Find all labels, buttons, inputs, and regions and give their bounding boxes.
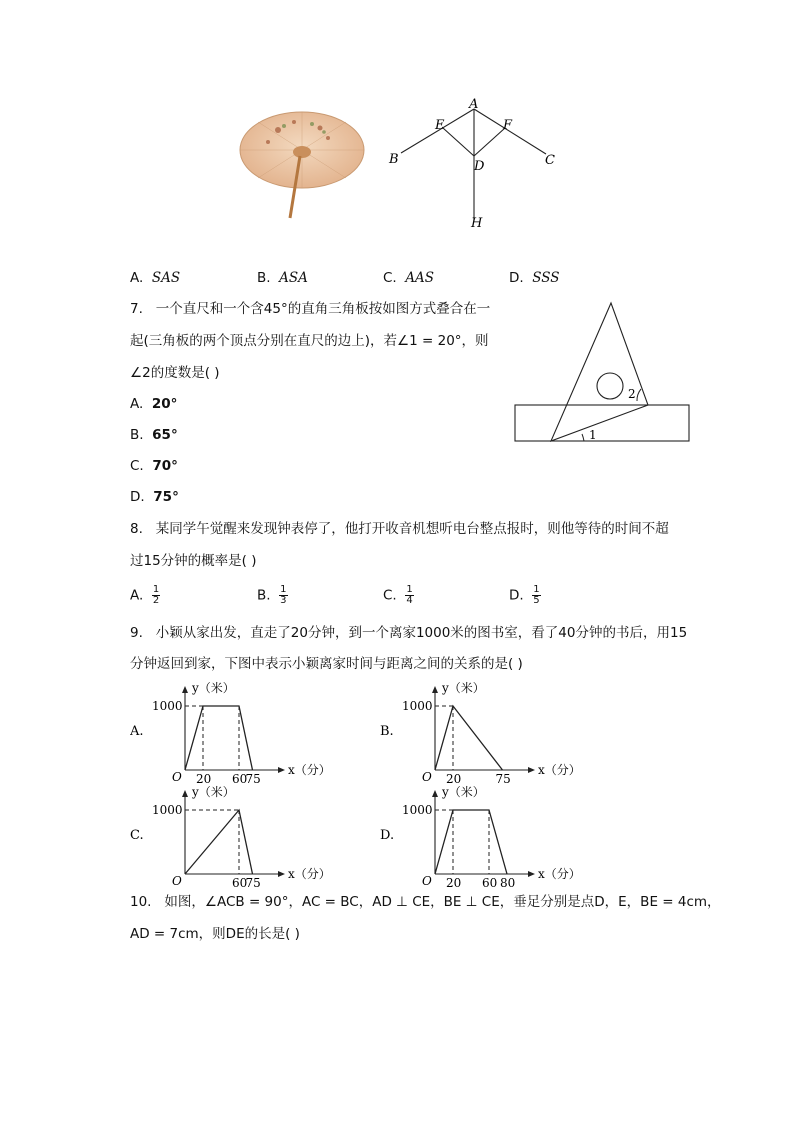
x-axis-label: x（分）: [538, 763, 581, 777]
q8-option-c[interactable]: [383, 585, 414, 606]
q9-graph-a[interactable]: [130, 678, 355, 783]
origin-label: O: [422, 874, 432, 887]
distance-series-line: [185, 810, 253, 874]
q8-option-d[interactable]: [509, 585, 541, 606]
q8-text-1: 某同学午觉醒来发现钟表停了，他打开收音机想听电台整点报时，则他等待的时间不超: [155, 521, 669, 537]
figure-6-diagram: [385, 95, 560, 235]
q8-line-1: [130, 519, 669, 539]
x-tick-label: 20: [446, 772, 462, 783]
q9-line-1: [130, 623, 687, 643]
label-H: H: [471, 216, 483, 231]
x-axis-label: x（分）: [538, 867, 581, 881]
y-axis-label: y（米）: [192, 785, 235, 799]
y-axis-label: y（米）: [442, 681, 485, 695]
q9-graph-svg: [380, 782, 605, 887]
q8-option-b[interactable]: [257, 585, 288, 606]
y-axis-arrow: [432, 790, 438, 797]
x-axis-arrow: [528, 767, 535, 773]
q9-graph-svg: [130, 782, 355, 887]
distance-series-line: [435, 810, 507, 874]
triangle: [551, 303, 648, 441]
q10-line-2: AD = 7cm，则DE的长是( ): [130, 926, 300, 942]
q9-graph-svg: [380, 678, 605, 783]
x-axis-arrow: [278, 871, 285, 877]
q8-option-a-fraction: $\frac{1}{2}$: [152, 584, 160, 606]
origin-label: O: [172, 770, 182, 783]
label-F: F: [503, 118, 513, 133]
q8-option-b-fraction: $\frac{1}{3}$: [280, 584, 287, 606]
x-axis-arrow: [528, 871, 535, 877]
q9-graph-svg: [130, 678, 355, 783]
q8-line-2: 过15分钟的概率是( ): [130, 553, 257, 569]
label-B: B: [389, 152, 399, 167]
y-tick-label: 1000: [402, 803, 433, 817]
distance-series-line: [185, 706, 253, 770]
distance-series-line: [435, 706, 503, 770]
q9-number: 9.: [130, 625, 143, 641]
x-tick-label: 20: [196, 772, 212, 783]
y-axis-arrow: [182, 790, 188, 797]
angle-2-label: 2: [628, 387, 636, 401]
q9-text-1: 小颖从家出发，直走了20分钟，到一个离家1000米的图书室，看了40分钟的书后，用15: [155, 625, 688, 641]
q7-line-2: 起(三角板的两个顶点分别在直尺的边上)，若∠1 = 20°，则: [130, 333, 489, 349]
y-tick-label: 1000: [152, 803, 183, 817]
q7-option-d[interactable]: [130, 487, 179, 507]
x-tick-label: 20: [446, 876, 462, 887]
x-tick-label: 75: [245, 772, 261, 783]
x-tick-label: 60: [232, 772, 248, 783]
q8-option-c-letter: C.: [383, 587, 397, 604]
q6-option-d[interactable]: [509, 268, 560, 288]
q9-line-2: 分钟返回到家，下图中表示小颖离家时间与距离之间的关系的是( ): [130, 656, 523, 672]
q6-option-b-text: ASA: [279, 270, 308, 286]
q9-graph-b[interactable]: [380, 678, 605, 783]
q6-option-d-letter: D.: [509, 270, 524, 286]
q7-option-b-text: 65°: [152, 427, 178, 443]
q8-option-a[interactable]: [130, 585, 160, 606]
graph-option-letter: C.: [130, 828, 144, 843]
angle-1-label: 1: [589, 428, 597, 442]
q8-option-a-letter: A.: [130, 587, 144, 604]
origin-label: O: [422, 770, 432, 783]
origin-label: O: [172, 874, 182, 887]
q7-option-d-letter: D.: [130, 489, 145, 505]
y-axis-arrow: [432, 686, 438, 693]
q6-option-a[interactable]: [130, 268, 180, 288]
graph-option-letter: B.: [380, 724, 394, 739]
x-tick-label: 75: [495, 772, 511, 783]
q10-number: 10.: [130, 894, 152, 910]
q9-graph-c[interactable]: [130, 782, 355, 887]
y-tick-label: 1000: [402, 699, 433, 713]
y-axis-arrow: [182, 686, 188, 693]
x-axis-label: x（分）: [288, 867, 331, 881]
x-tick-label: 80: [500, 876, 516, 887]
q10-text-1: 如图，∠ACB = 90°，AC = BC，AD ⊥ CE，BE ⊥ CE，垂足分别是点D，E，BE = 4cm，: [164, 894, 721, 910]
q7-number: 7.: [130, 301, 143, 317]
umbrella-image: [238, 108, 368, 220]
x-tick-label: 75: [245, 876, 261, 887]
q8-option-c-fraction: $\frac{1}{4}$: [406, 584, 413, 606]
figure-7-diagram: [510, 298, 694, 446]
y-axis-label: y（米）: [192, 681, 235, 695]
q7-text-1: 一个直尺和一个含45°的直角三角板按如图方式叠合在一: [155, 301, 491, 317]
q7-option-c-letter: C.: [130, 458, 144, 474]
q6-option-d-text: SSS: [532, 270, 560, 286]
label-D: D: [474, 159, 485, 174]
q7-option-b[interactable]: [130, 425, 178, 445]
q6-option-a-letter: A.: [130, 270, 144, 286]
label-E: E: [435, 118, 445, 133]
x-axis-label: x（分）: [288, 763, 331, 777]
label-A: A: [469, 97, 479, 112]
label-C: C: [545, 153, 555, 168]
ruler: [515, 405, 689, 441]
q7-option-a-letter: A.: [130, 396, 144, 412]
q6-option-c[interactable]: [383, 268, 434, 288]
x-axis-arrow: [278, 767, 285, 773]
x-tick-label: 60: [232, 876, 248, 887]
graph-option-letter: D.: [380, 828, 395, 843]
q6-option-c-text: AAS: [405, 270, 435, 286]
q10-line-1: [130, 892, 721, 912]
x-tick-label: 60: [482, 876, 498, 887]
triangle-hole: [597, 373, 623, 399]
q9-graph-d[interactable]: [380, 782, 605, 887]
q8-option-b-letter: B.: [257, 587, 271, 604]
q6-option-c-letter: C.: [383, 270, 397, 286]
q7-option-c[interactable]: [130, 456, 178, 476]
y-axis-label: y（米）: [442, 785, 485, 799]
q6-option-b-letter: B.: [257, 270, 271, 286]
q8-option-d-letter: D.: [509, 587, 524, 604]
q7-line-1: [130, 299, 490, 319]
q8-option-d-fraction: $\frac{1}{5}$: [533, 584, 540, 606]
graph-option-letter: A.: [130, 724, 144, 739]
q7-option-c-text: 70°: [152, 458, 178, 474]
q8-number: 8.: [130, 521, 143, 537]
q7-option-d-text: 75°: [153, 489, 179, 505]
q6-option-b[interactable]: [257, 268, 308, 288]
q7-option-a[interactable]: [130, 394, 177, 414]
q7-option-a-text: 20°: [151, 396, 178, 412]
y-tick-label: 1000: [152, 699, 183, 713]
q7-line-3: ∠2的度数是( ): [130, 365, 220, 381]
q7-option-b-letter: B.: [130, 427, 144, 443]
q6-option-a-text: SAS: [151, 270, 181, 286]
